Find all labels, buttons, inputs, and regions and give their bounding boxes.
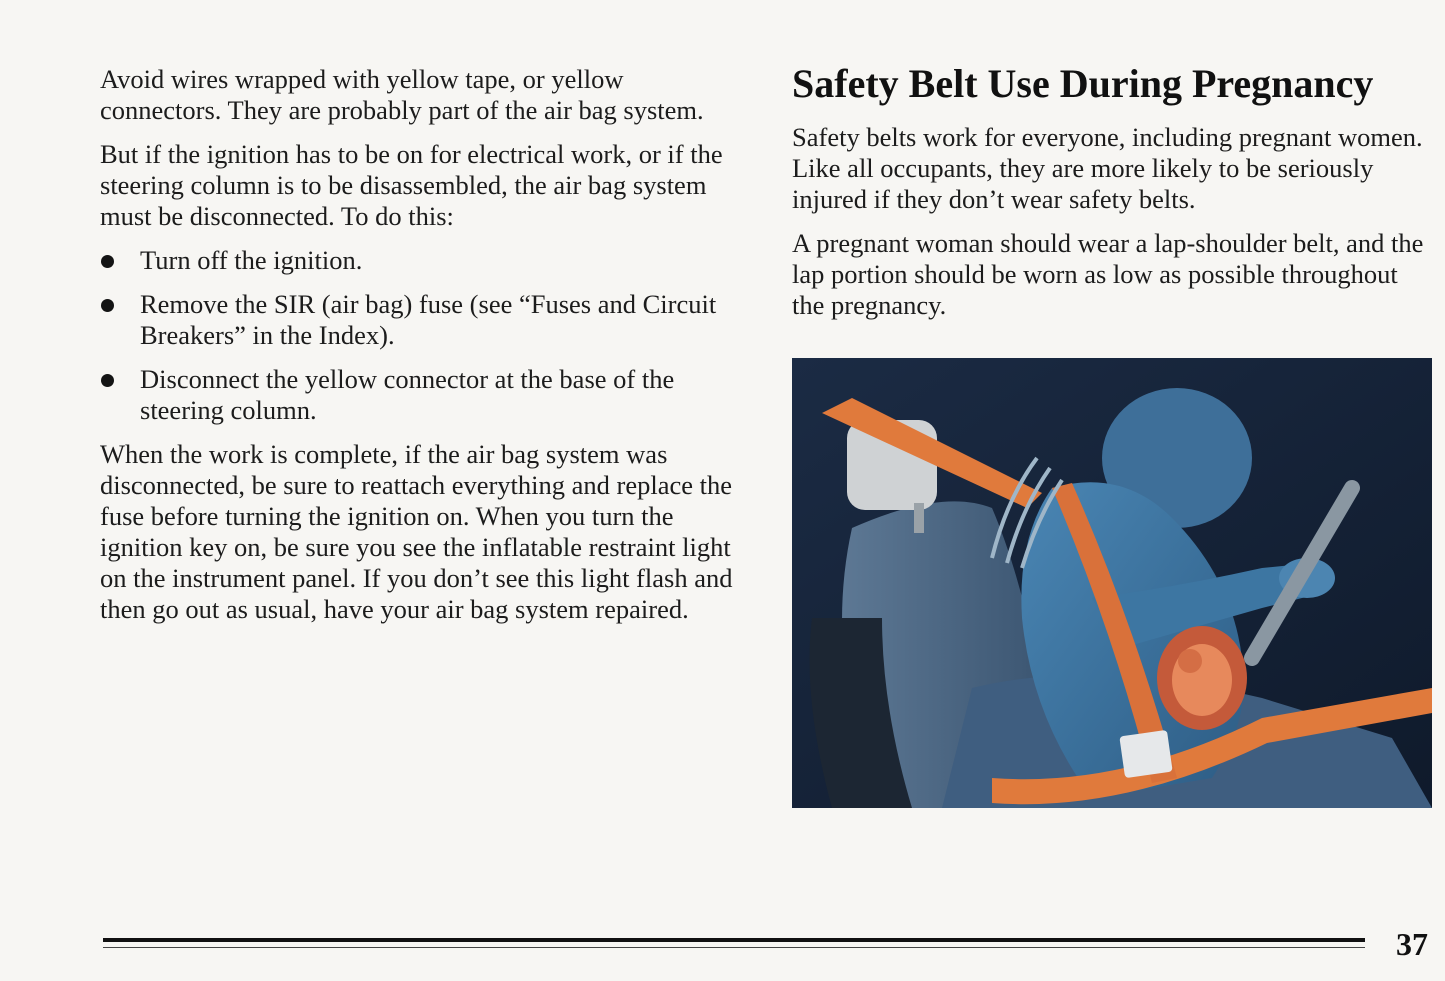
footer-rule-thin	[103, 947, 1365, 948]
right-column	[792, 60, 1432, 334]
list-item-text: Turn off the ignition.	[140, 245, 363, 275]
paragraph-yellow-wires: Avoid wires wrapped with yellow tape, or yellow connectors. They are probably part of the air bag system.	[100, 64, 704, 125]
bullet-icon	[101, 255, 114, 268]
paragraph-belts-work: Safety belts work for everyone, including pregnant women. Like all occupants, they are more likely to be seriously injured if they don’t wear safety belts.	[792, 122, 1423, 214]
list-item-text: Disconnect the yellow connector at the base of the steering column.	[140, 364, 675, 425]
paragraph-disconnect-intro: But if the ignition has to be on for electrical work, or if the steering column is to be disassembled, the air bag system must be disconnected. To do this:	[100, 139, 723, 231]
list-item-text: Remove the SIR (air bag) fuse (see “Fuses and Circuit Breakers” in the Index).	[140, 289, 717, 350]
paragraph-lap-shoulder: A pregnant woman should wear a lap-shoulder belt, and the lap portion should be worn as low as possible throughout the pregnancy.	[792, 228, 1424, 320]
bullet-icon	[101, 299, 114, 312]
list-item	[100, 289, 740, 351]
bullet-icon	[101, 374, 114, 387]
left-column	[100, 64, 740, 638]
footer-rule	[103, 938, 1365, 942]
list-item	[100, 245, 740, 276]
pregnant-occupant-illustration	[792, 358, 1432, 808]
pregnancy-belt-drawing	[792, 358, 1432, 808]
paragraph-work-complete: When the work is complete, if the air bag system was disconnected, be sure to reattach everything and replace the fuse before turning the ignition on. When you turn the ignition key on, be sure you see the inflatable restraint light on the instrument panel. If you don’t see this light flash and then go out as usual, have your air bag system repaired.	[100, 439, 733, 624]
list-item	[100, 364, 740, 426]
section-heading: Safety Belt Use During Pregnancy	[792, 61, 1374, 106]
disconnect-steps-list	[100, 245, 740, 426]
page-number: 37	[1396, 926, 1428, 962]
belt-buckle	[1119, 730, 1172, 778]
